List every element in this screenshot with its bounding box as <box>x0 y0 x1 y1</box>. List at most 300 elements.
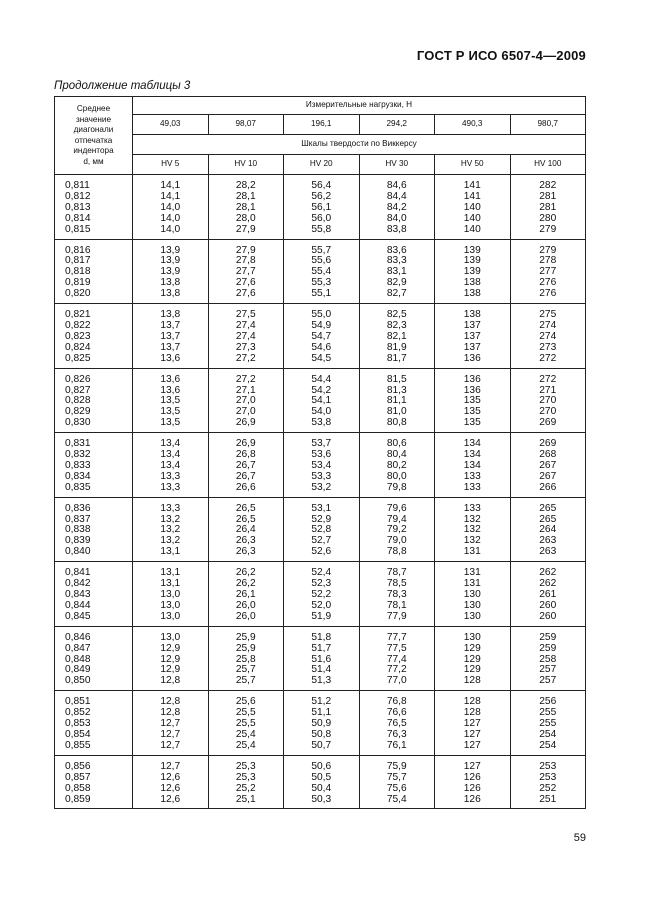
hardness-cell: 130 <box>435 601 511 612</box>
diagonal-cell: 0,824 <box>55 343 133 354</box>
diagonal-cell: 0,818 <box>55 267 133 278</box>
table-row <box>55 214 586 225</box>
hardness-cell: 13,9 <box>133 267 209 278</box>
hardness-cell: 253 <box>510 773 586 784</box>
diagonal-cell: 0,830 <box>55 418 133 432</box>
hardness-cell: 130 <box>435 612 511 626</box>
hardness-cell: 131 <box>435 547 511 561</box>
hardness-cell: 13,5 <box>133 396 209 407</box>
hardness-cell: 27,8 <box>208 256 284 267</box>
hardness-cell: 13,6 <box>133 368 209 385</box>
hardness-cell: 52,9 <box>284 515 360 526</box>
hardness-cell: 50,7 <box>284 741 360 755</box>
hardness-cell: 52,8 <box>284 525 360 536</box>
hardness-cell: 12,9 <box>133 665 209 676</box>
hardness-cell: 272 <box>510 354 586 368</box>
hardness-cell: 25,7 <box>208 665 284 676</box>
hardness-cell: 53,8 <box>284 418 360 432</box>
hardness-cell: 50,3 <box>284 795 360 809</box>
table-row <box>55 354 586 368</box>
hardness-cell: 27,1 <box>208 386 284 397</box>
hardness-cell: 54,5 <box>284 354 360 368</box>
diagonal-cell: 0,849 <box>55 665 133 676</box>
hardness-cell: 25,7 <box>208 676 284 690</box>
hardness-cell: 282 <box>510 175 586 192</box>
hardness-cell: 270 <box>510 396 586 407</box>
hardness-cell: 12,8 <box>133 708 209 719</box>
hardness-cell: 52,2 <box>284 590 360 601</box>
hardness-cell: 54,2 <box>284 386 360 397</box>
hardness-cell: 51,3 <box>284 676 360 690</box>
table-row <box>55 691 586 708</box>
hardness-cell: 80,8 <box>359 418 435 432</box>
hardness-cell: 129 <box>435 665 511 676</box>
table-row <box>55 741 586 755</box>
hardness-cell: 266 <box>510 483 586 497</box>
hardness-cell: 25,6 <box>208 691 284 708</box>
hardness-cell: 14,0 <box>133 225 209 239</box>
hardness-cell: 258 <box>510 655 586 666</box>
hardness-cell: 267 <box>510 472 586 483</box>
hardness-cell: 52,4 <box>284 562 360 579</box>
hardness-cell: 81,0 <box>359 407 435 418</box>
hardness-cell: 13,4 <box>133 461 209 472</box>
hardness-cell: 81,3 <box>359 386 435 397</box>
table-row <box>55 562 586 579</box>
scale-label: HV 10 <box>208 155 284 175</box>
hardness-cell: 253 <box>510 755 586 772</box>
hardness-cell: 78,5 <box>359 579 435 590</box>
scales-header: Шкалы твердости по Виккерсу <box>133 135 586 155</box>
diagonal-cell: 0,821 <box>55 304 133 321</box>
diagonal-cell: 0,838 <box>55 525 133 536</box>
hardness-cell: 140 <box>435 203 511 214</box>
hardness-cell: 137 <box>435 343 511 354</box>
hardness-cell: 53,6 <box>284 450 360 461</box>
row-group <box>55 562 586 627</box>
hardness-cell: 51,8 <box>284 626 360 643</box>
diagonal-cell: 0,848 <box>55 655 133 666</box>
header-line: d, мм <box>83 156 104 166</box>
hardness-cell: 26,3 <box>208 547 284 561</box>
hardness-cell: 13,8 <box>133 289 209 303</box>
diagonal-cell: 0,828 <box>55 396 133 407</box>
diagonal-cell: 0,841 <box>55 562 133 579</box>
table-row <box>55 773 586 784</box>
hardness-cell: 260 <box>510 601 586 612</box>
hardness-cell: 26,4 <box>208 525 284 536</box>
hardness-cell: 28,1 <box>208 192 284 203</box>
table-header <box>55 97 586 175</box>
diagonal-cell: 0,852 <box>55 708 133 719</box>
hardness-cell: 25,3 <box>208 755 284 772</box>
table-continuation-caption: Продолжение таблицы 3 <box>54 80 191 92</box>
hardness-cell: 132 <box>435 525 511 536</box>
hardness-cell: 270 <box>510 407 586 418</box>
hardness-cell: 264 <box>510 525 586 536</box>
hardness-cell: 84,2 <box>359 203 435 214</box>
hardness-cell: 26,5 <box>208 515 284 526</box>
hardness-cell: 136 <box>435 386 511 397</box>
diagonal-cell: 0,825 <box>55 354 133 368</box>
hardness-cell: 12,7 <box>133 719 209 730</box>
hardness-cell: 131 <box>435 562 511 579</box>
diagonal-cell: 0,827 <box>55 386 133 397</box>
hardness-cell: 13,3 <box>133 497 209 514</box>
hardness-cell: 84,0 <box>359 214 435 225</box>
hardness-cell: 27,0 <box>208 407 284 418</box>
hardness-cell: 28,2 <box>208 175 284 192</box>
diagonal-cell: 0,840 <box>55 547 133 561</box>
diagonal-cell: 0,835 <box>55 483 133 497</box>
diagonal-cell: 0,846 <box>55 626 133 643</box>
hardness-cell: 257 <box>510 665 586 676</box>
hardness-cell: 52,6 <box>284 547 360 561</box>
hardness-cell: 272 <box>510 368 586 385</box>
hardness-cell: 55,4 <box>284 267 360 278</box>
hardness-cell: 257 <box>510 676 586 690</box>
hardness-cell: 76,5 <box>359 719 435 730</box>
hardness-cell: 51,4 <box>284 665 360 676</box>
hardness-cell: 137 <box>435 332 511 343</box>
hardness-cell: 12,6 <box>133 773 209 784</box>
hardness-cell: 28,1 <box>208 203 284 214</box>
hardness-cell: 78,1 <box>359 601 435 612</box>
hardness-cell: 26,2 <box>208 579 284 590</box>
hardness-cell: 279 <box>510 225 586 239</box>
hardness-cell: 25,9 <box>208 644 284 655</box>
hardness-cell: 127 <box>435 755 511 772</box>
diagonal-cell: 0,822 <box>55 321 133 332</box>
hardness-cell: 78,3 <box>359 590 435 601</box>
hardness-cell: 25,5 <box>208 719 284 730</box>
table-row <box>55 497 586 514</box>
row-group <box>55 433 586 498</box>
hardness-cell: 26,2 <box>208 562 284 579</box>
hardness-cell: 132 <box>435 536 511 547</box>
hardness-cell: 83,1 <box>359 267 435 278</box>
hardness-cell: 139 <box>435 239 511 256</box>
hardness-cell: 254 <box>510 730 586 741</box>
row-group <box>55 691 586 756</box>
diagonal-column-header <box>55 97 133 175</box>
diagonal-cell: 0,851 <box>55 691 133 708</box>
hardness-cell: 13,0 <box>133 601 209 612</box>
hardness-cell: 280 <box>510 214 586 225</box>
hardness-cell: 76,6 <box>359 708 435 719</box>
hardness-cell: 84,4 <box>359 192 435 203</box>
diagonal-cell: 0,832 <box>55 450 133 461</box>
hardness-cell: 25,3 <box>208 773 284 784</box>
hardness-cell: 77,5 <box>359 644 435 655</box>
hardness-cell: 13,0 <box>133 590 209 601</box>
hardness-cell: 263 <box>510 547 586 561</box>
hardness-cell: 83,6 <box>359 239 435 256</box>
hardness-cell: 79,0 <box>359 536 435 547</box>
row-group <box>55 626 586 691</box>
table-row <box>55 547 586 561</box>
diagonal-cell: 0,814 <box>55 214 133 225</box>
hardness-cell: 78,8 <box>359 547 435 561</box>
diagonal-cell: 0,856 <box>55 755 133 772</box>
hardness-cell: 276 <box>510 289 586 303</box>
hardness-cell: 259 <box>510 626 586 643</box>
hardness-cell: 128 <box>435 676 511 690</box>
table-row <box>55 676 586 690</box>
hardness-cell: 13,4 <box>133 450 209 461</box>
hardness-cell: 56,1 <box>284 203 360 214</box>
hardness-cell: 133 <box>435 472 511 483</box>
hardness-cell: 83,8 <box>359 225 435 239</box>
hardness-table <box>54 96 586 809</box>
hardness-cell: 50,6 <box>284 755 360 772</box>
hardness-cell: 260 <box>510 612 586 626</box>
hardness-cell: 12,7 <box>133 730 209 741</box>
table-row <box>55 225 586 239</box>
hardness-cell: 80,6 <box>359 433 435 450</box>
hardness-cell: 81,9 <box>359 343 435 354</box>
diagonal-cell: 0,842 <box>55 579 133 590</box>
hardness-cell: 126 <box>435 784 511 795</box>
header-line: индентора <box>73 146 114 155</box>
row-group <box>55 497 586 562</box>
row-group <box>55 368 586 433</box>
diagonal-cell: 0,857 <box>55 773 133 784</box>
diagonal-cell: 0,811 <box>55 175 133 192</box>
diagonal-cell: 0,816 <box>55 239 133 256</box>
hardness-cell: 265 <box>510 515 586 526</box>
load-value: 98,07 <box>208 115 284 135</box>
hardness-cell: 141 <box>435 175 511 192</box>
hardness-cell: 137 <box>435 321 511 332</box>
table-row <box>55 368 586 385</box>
diagonal-cell: 0,813 <box>55 203 133 214</box>
hardness-cell: 25,5 <box>208 708 284 719</box>
hardness-cell: 139 <box>435 267 511 278</box>
load-value: 980,7 <box>510 115 586 135</box>
hardness-cell: 77,9 <box>359 612 435 626</box>
diagonal-cell: 0,823 <box>55 332 133 343</box>
load-value: 490,3 <box>435 115 511 135</box>
hardness-cell: 25,8 <box>208 655 284 666</box>
table-row <box>55 304 586 321</box>
hardness-cell: 136 <box>435 368 511 385</box>
loads-header: Измерительные нагрузки, Н <box>133 97 586 115</box>
diagonal-cell: 0,854 <box>55 730 133 741</box>
hardness-cell: 53,7 <box>284 433 360 450</box>
diagonal-cell: 0,833 <box>55 461 133 472</box>
hardness-cell: 83,3 <box>359 256 435 267</box>
hardness-cell: 54,7 <box>284 332 360 343</box>
diagonal-cell: 0,829 <box>55 407 133 418</box>
hardness-cell: 25,4 <box>208 741 284 755</box>
hardness-cell: 267 <box>510 461 586 472</box>
diagonal-cell: 0,812 <box>55 192 133 203</box>
hardness-cell: 135 <box>435 396 511 407</box>
hardness-cell: 127 <box>435 741 511 755</box>
scale-label: HV 5 <box>133 155 209 175</box>
hardness-cell: 273 <box>510 343 586 354</box>
hardness-cell: 75,6 <box>359 784 435 795</box>
hardness-cell: 27,7 <box>208 267 284 278</box>
hardness-cell: 25,2 <box>208 784 284 795</box>
hardness-cell: 27,9 <box>208 239 284 256</box>
hardness-cell: 13,9 <box>133 256 209 267</box>
hardness-cell: 275 <box>510 304 586 321</box>
hardness-cell: 75,9 <box>359 755 435 772</box>
hardness-cell: 12,9 <box>133 644 209 655</box>
hardness-cell: 26,0 <box>208 612 284 626</box>
hardness-cell: 26,5 <box>208 497 284 514</box>
diagonal-cell: 0,834 <box>55 472 133 483</box>
hardness-cell: 130 <box>435 626 511 643</box>
hardness-cell: 12,9 <box>133 655 209 666</box>
diagonal-cell: 0,839 <box>55 536 133 547</box>
hardness-cell: 135 <box>435 418 511 432</box>
hardness-cell: 55,8 <box>284 225 360 239</box>
row-group <box>55 304 586 369</box>
table-row <box>55 239 586 256</box>
diagonal-cell: 0,850 <box>55 676 133 690</box>
row-group <box>55 175 586 240</box>
hardness-cell: 12,6 <box>133 795 209 809</box>
hardness-cell: 56,0 <box>284 214 360 225</box>
hardness-cell: 82,3 <box>359 321 435 332</box>
hardness-cell: 141 <box>435 192 511 203</box>
hardness-cell: 50,4 <box>284 784 360 795</box>
hardness-cell: 133 <box>435 483 511 497</box>
diagonal-cell: 0,831 <box>55 433 133 450</box>
hardness-cell: 82,1 <box>359 332 435 343</box>
hardness-cell: 26,6 <box>208 483 284 497</box>
hardness-cell: 80,0 <box>359 472 435 483</box>
header-line: отпечатка <box>74 135 113 145</box>
hardness-cell: 76,3 <box>359 730 435 741</box>
hardness-cell: 133 <box>435 497 511 514</box>
hardness-cell: 50,5 <box>284 773 360 784</box>
hardness-cell: 27,0 <box>208 396 284 407</box>
hardness-cell: 81,7 <box>359 354 435 368</box>
hardness-cell: 13,4 <box>133 433 209 450</box>
hardness-cell: 50,9 <box>284 719 360 730</box>
hardness-cell: 27,2 <box>208 354 284 368</box>
hardness-cell: 13,1 <box>133 579 209 590</box>
hardness-cell: 27,9 <box>208 225 284 239</box>
page-number: 59 <box>573 832 586 844</box>
hardness-cell: 13,7 <box>133 332 209 343</box>
hardness-cell: 26,1 <box>208 590 284 601</box>
hardness-cell: 26,8 <box>208 450 284 461</box>
hardness-cell: 54,0 <box>284 407 360 418</box>
hardness-cell: 50,8 <box>284 730 360 741</box>
hardness-cell: 13,8 <box>133 304 209 321</box>
hardness-cell: 276 <box>510 278 586 289</box>
hardness-cell: 138 <box>435 289 511 303</box>
hardness-cell: 75,4 <box>359 795 435 809</box>
hardness-cell: 279 <box>510 239 586 256</box>
hardness-cell: 256 <box>510 691 586 708</box>
table-row <box>55 289 586 303</box>
hardness-cell: 54,9 <box>284 321 360 332</box>
diagonal-cell: 0,819 <box>55 278 133 289</box>
hardness-cell: 53,1 <box>284 497 360 514</box>
hardness-cell: 55,1 <box>284 289 360 303</box>
hardness-cell: 262 <box>510 562 586 579</box>
hardness-cell: 269 <box>510 418 586 432</box>
scale-label: HV 30 <box>359 155 435 175</box>
hardness-cell: 277 <box>510 267 586 278</box>
row-group <box>55 755 586 809</box>
scale-label: HV 20 <box>284 155 360 175</box>
hardness-cell: 82,9 <box>359 278 435 289</box>
scale-label: HV 100 <box>510 155 586 175</box>
hardness-cell: 12,8 <box>133 691 209 708</box>
hardness-cell: 132 <box>435 515 511 526</box>
hardness-cell: 14,0 <box>133 214 209 225</box>
table-row <box>55 483 586 497</box>
hardness-cell: 80,4 <box>359 450 435 461</box>
hardness-cell: 271 <box>510 386 586 397</box>
hardness-cell: 26,3 <box>208 536 284 547</box>
hardness-cell: 13,3 <box>133 483 209 497</box>
diagonal-cell: 0,837 <box>55 515 133 526</box>
hardness-cell: 252 <box>510 784 586 795</box>
hardness-cell: 281 <box>510 203 586 214</box>
hardness-cell: 26,7 <box>208 461 284 472</box>
hardness-cell: 55,6 <box>284 256 360 267</box>
hardness-cell: 126 <box>435 795 511 809</box>
hardness-cell: 13,8 <box>133 278 209 289</box>
hardness-cell: 77,0 <box>359 676 435 690</box>
hardness-cell: 251 <box>510 795 586 809</box>
hardness-cell: 263 <box>510 536 586 547</box>
hardness-cell: 13,3 <box>133 472 209 483</box>
table-row <box>55 612 586 626</box>
hardness-cell: 265 <box>510 497 586 514</box>
hardness-cell: 138 <box>435 304 511 321</box>
hardness-cell: 79,6 <box>359 497 435 514</box>
hardness-cell: 134 <box>435 450 511 461</box>
hardness-cell: 77,4 <box>359 655 435 666</box>
hardness-cell: 13,2 <box>133 536 209 547</box>
hardness-cell: 255 <box>510 719 586 730</box>
hardness-cell: 81,1 <box>359 396 435 407</box>
hardness-cell: 14,1 <box>133 192 209 203</box>
hardness-cell: 14,1 <box>133 175 209 192</box>
hardness-cell: 51,9 <box>284 612 360 626</box>
document-header: ГОСТ Р ИСО 6507-4—2009 <box>416 48 586 63</box>
hardness-cell: 27,2 <box>208 368 284 385</box>
diagonal-cell: 0,845 <box>55 612 133 626</box>
hardness-cell: 76,1 <box>359 741 435 755</box>
diagonal-cell: 0,817 <box>55 256 133 267</box>
hardness-cell: 130 <box>435 590 511 601</box>
hardness-cell: 13,5 <box>133 407 209 418</box>
header-line: значение <box>75 114 112 124</box>
hardness-cell: 27,4 <box>208 321 284 332</box>
hardness-cell: 51,1 <box>284 708 360 719</box>
hardness-cell: 53,2 <box>284 483 360 497</box>
hardness-cell: 26,9 <box>208 418 284 432</box>
hardness-cell: 268 <box>510 450 586 461</box>
hardness-cell: 25,9 <box>208 626 284 643</box>
hardness-cell: 13,6 <box>133 386 209 397</box>
hardness-cell: 51,7 <box>284 644 360 655</box>
hardness-cell: 13,5 <box>133 418 209 432</box>
scale-label: HV 50 <box>435 155 511 175</box>
hardness-cell: 13,2 <box>133 525 209 536</box>
hardness-cell: 82,5 <box>359 304 435 321</box>
